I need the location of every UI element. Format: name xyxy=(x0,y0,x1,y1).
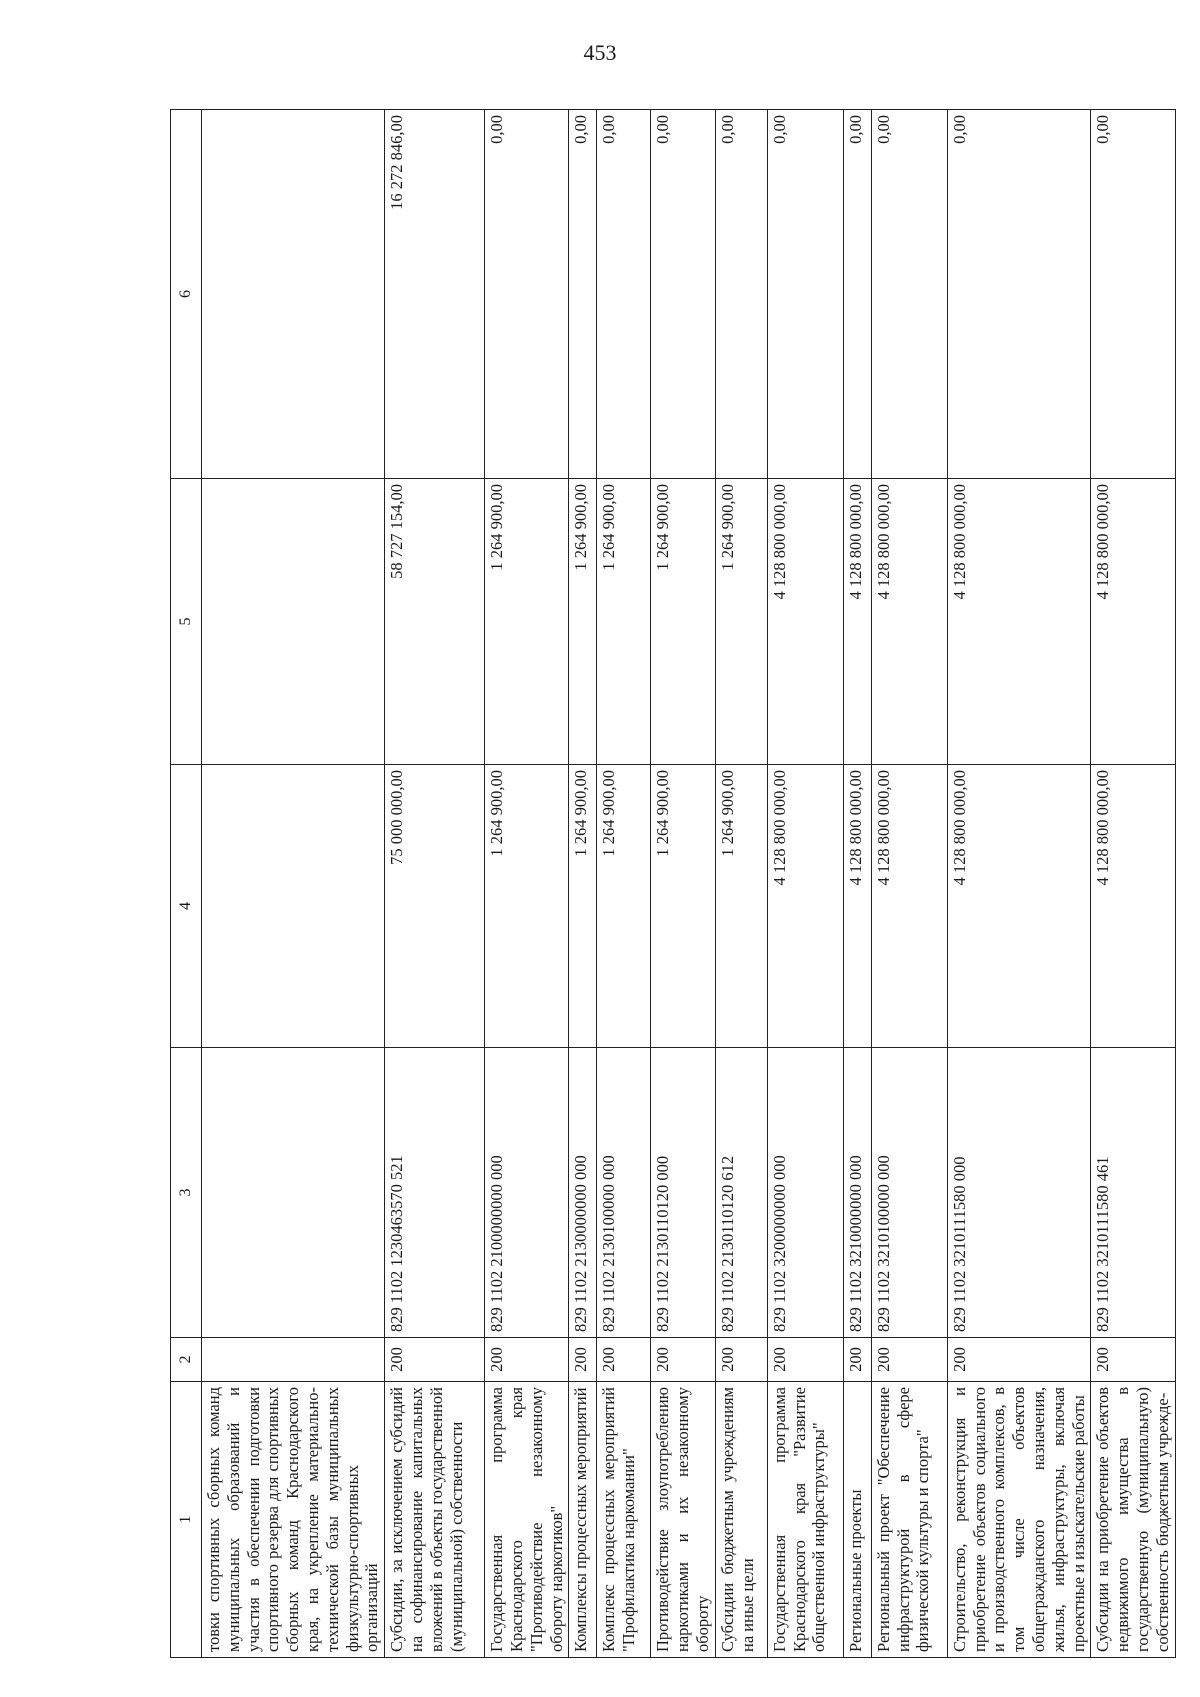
row-col4: 4 128 800 000,00 xyxy=(767,765,843,1048)
row-code: 200 xyxy=(947,1338,1091,1382)
row-code: 200 xyxy=(767,1338,843,1382)
row-code: 200 xyxy=(385,1338,485,1382)
row-col6: 0,00 xyxy=(1091,110,1175,479)
row-kbk: 829 1102 2130110120 612 xyxy=(715,1048,767,1338)
row-col4: 1 264 900,00 xyxy=(485,765,569,1048)
table-row xyxy=(385,110,485,1658)
row-name: товки спортивных сборных команд муниципальных образований и участия в обеспечении подготовки спортивного резерва для спортивных сборных команд Краснодарского края, на укрепление материально-технической базы муниципальных физкультурно-спортивных организаций xyxy=(202,1382,385,1658)
row-col5: 1 264 900,00 xyxy=(485,479,569,765)
row-col6: 0,00 xyxy=(485,110,569,479)
row-col6: 0,00 xyxy=(767,110,843,479)
row-name: Субсидии бюджетным учреждениям на иные цели xyxy=(715,1382,767,1658)
row-col6: 0,00 xyxy=(651,110,715,479)
row-kbk: 829 1102 3200000000 000 xyxy=(767,1048,843,1338)
row-code: 200 xyxy=(485,1338,569,1382)
row-col5: 4 128 800 000,00 xyxy=(947,479,1091,765)
table-row xyxy=(715,110,767,1658)
row-kbk xyxy=(202,1048,385,1338)
row-col6: 0,00 xyxy=(947,110,1091,479)
row-col4: 4 128 800 000,00 xyxy=(871,765,947,1048)
row-col4: 4 128 800 000,00 xyxy=(843,765,871,1048)
budget-table xyxy=(170,109,1176,1658)
column-header: 2 xyxy=(171,1338,202,1382)
row-kbk: 829 1102 3210000000 000 xyxy=(843,1048,871,1338)
column-header: 4 xyxy=(171,765,202,1048)
row-kbk: 829 1102 3210111580 000 xyxy=(947,1048,1091,1338)
row-code: 200 xyxy=(597,1338,651,1382)
row-col4: 1 264 900,00 xyxy=(597,765,651,1048)
row-name: Региональные проекты xyxy=(843,1382,871,1658)
table-row xyxy=(597,110,651,1658)
row-kbk: 829 1102 1230463570 521 xyxy=(385,1048,485,1338)
column-header: 3 xyxy=(171,1048,202,1338)
column-header: 6 xyxy=(171,110,202,479)
table-row xyxy=(485,110,569,1658)
row-col5: 1 264 900,00 xyxy=(715,479,767,765)
row-col4: 4 128 800 000,00 xyxy=(947,765,1091,1048)
row-code: 200 xyxy=(569,1338,597,1382)
table-row xyxy=(947,110,1091,1658)
row-name: Региональный проект "Обеспечение инфраструктурой в сфере физической культуры и спорта" xyxy=(871,1382,947,1658)
row-col6: 16 272 846,00 xyxy=(385,110,485,479)
row-name: Субсидии, за исключением субсидий на софинансирование капитальных вложений в объекты государственной (муниципальной) собственности xyxy=(385,1382,485,1658)
row-name: Строительство, реконструкция и приобретение объектов социального и производственного комплексов, в том числе объектов общегражданского назначения, жилья, инфраструктуры, включая проектные и изыскательские работы xyxy=(947,1382,1091,1658)
row-kbk: 829 1102 3210111580 461 xyxy=(1091,1048,1175,1338)
row-code: 200 xyxy=(715,1338,767,1382)
row-name: Субсидии на приобретение объектов недвижимого имущества в государственную (муниципальную) собственность бюджетным учрежде- xyxy=(1091,1382,1175,1658)
column-header: 5 xyxy=(171,479,202,765)
row-col6: 0,00 xyxy=(569,110,597,479)
row-col5: 4 128 800 000,00 xyxy=(871,479,947,765)
row-col5 xyxy=(202,479,385,765)
table-row xyxy=(651,110,715,1658)
row-col4: 75 000 000,00 xyxy=(385,765,485,1048)
table-row xyxy=(569,110,597,1658)
row-name: Государственная программа Краснодарского края "Противодействие незаконному обороту наркотиков" xyxy=(485,1382,569,1658)
table-row xyxy=(1091,110,1175,1658)
page-number: 453 xyxy=(583,40,617,65)
table-row xyxy=(767,110,843,1658)
table-frame xyxy=(170,110,1172,1658)
row-col6 xyxy=(202,110,385,479)
row-col5: 1 264 900,00 xyxy=(597,479,651,765)
row-col6: 0,00 xyxy=(871,110,947,479)
row-col6: 0,00 xyxy=(597,110,651,479)
rotated-table-container xyxy=(170,110,1172,1658)
row-col5: 4 128 800 000,00 xyxy=(843,479,871,765)
row-col6: 0,00 xyxy=(715,110,767,479)
row-col5: 4 128 800 000,00 xyxy=(1091,479,1175,765)
row-code: 200 xyxy=(843,1338,871,1382)
row-col6: 0,00 xyxy=(843,110,871,479)
row-kbk: 829 1102 2100000000 000 xyxy=(485,1048,569,1338)
row-col5: 1 264 900,00 xyxy=(651,479,715,765)
row-code: 200 xyxy=(1091,1338,1175,1382)
row-code xyxy=(202,1338,385,1382)
row-col4: 1 264 900,00 xyxy=(651,765,715,1048)
row-col4: 1 264 900,00 xyxy=(715,765,767,1048)
row-kbk: 829 1102 2130000000 000 xyxy=(569,1048,597,1338)
row-kbk: 829 1102 2130110120 000 xyxy=(651,1048,715,1338)
row-name: Комплексы процессных мероприятий xyxy=(569,1382,597,1658)
row-col4 xyxy=(202,765,385,1048)
table-row xyxy=(871,110,947,1658)
header-row xyxy=(171,110,202,1658)
row-col5: 1 264 900,00 xyxy=(569,479,597,765)
row-code: 200 xyxy=(871,1338,947,1382)
row-col5: 58 727 154,00 xyxy=(385,479,485,765)
table-row xyxy=(843,110,871,1658)
row-name: Противодействие злоупотреблению наркотиками и их незаконному обороту xyxy=(651,1382,715,1658)
row-code: 200 xyxy=(651,1338,715,1382)
column-header: 1 xyxy=(171,1382,202,1658)
row-col4: 1 264 900,00 xyxy=(569,765,597,1048)
row-name: Государственная программа Краснодарского края "Развитие общественной инфраструктуры" xyxy=(767,1382,843,1658)
row-col5: 4 128 800 000,00 xyxy=(767,479,843,765)
table-row xyxy=(202,110,385,1658)
row-col4: 4 128 800 000,00 xyxy=(1091,765,1175,1048)
row-kbk: 829 1102 2130100000 000 xyxy=(597,1048,651,1338)
row-kbk: 829 1102 3210100000 000 xyxy=(871,1048,947,1338)
row-name: Комплекс процессных мероприятий "Профилактика наркомании" xyxy=(597,1382,651,1658)
